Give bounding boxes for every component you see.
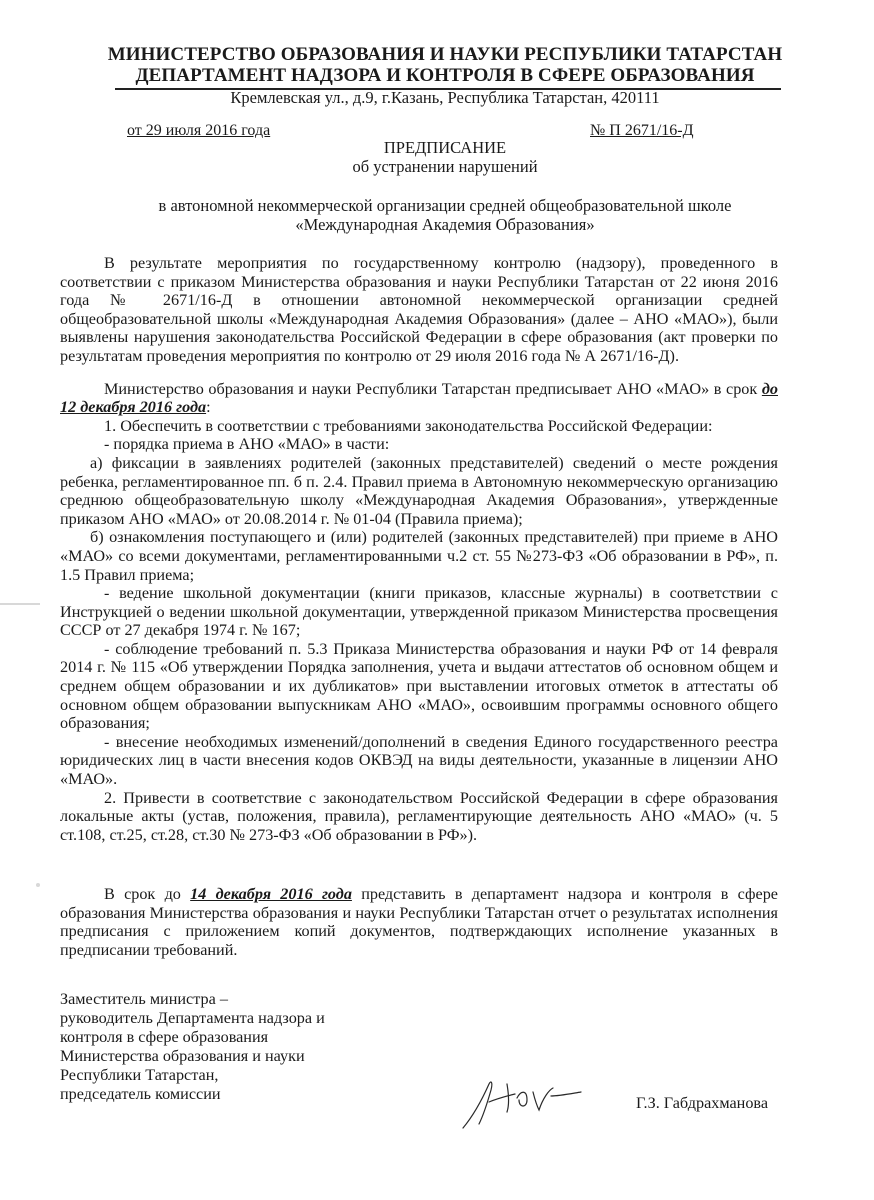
item-2: 2. Привести в соответствие с законодательством Российской Федерации в сфере образования локальные акты (устав, положения, правила), регламентирующие деятельность АНО «МАО» (ч. 5 ст.108, ст.25, ст.28, ст.30 № 273-ФЗ «Об образовании в РФ»). <box>60 788 778 844</box>
letterhead <box>100 44 790 86</box>
title-sub: об устранении нарушений <box>352 157 538 176</box>
signer-line: контроля в сфере образования <box>60 1028 269 1046</box>
address: Кремлевская ул., д.9, г.Казань, Республика Татарстан, 420111 <box>230 88 660 107</box>
prescription-colon: : <box>206 398 211 417</box>
item-1-registry: - внесение необходимых изменений/дополнений в сведения Единого государственного реестра юридических лиц в части внесения кодов ОКВЭД на виды деятельности, указанные в лицензии АНО «МАО». <box>60 732 778 789</box>
document-number: № П 2671/16-Д <box>590 122 694 139</box>
prescription-paragraph <box>60 380 778 417</box>
scan-artifact <box>0 603 40 605</box>
final-paragraph <box>60 885 778 959</box>
ministry-name: МИНИСТЕРСТВО ОБРАЗОВАНИЯ И НАУКИ РЕСПУБЛИКИ ТАТАРСТАН <box>107 44 783 65</box>
final-text-start: В срок до <box>104 885 191 903</box>
document-body <box>60 254 778 844</box>
item-1: 1. Обеспечить в соответствии с требованиями законодательства Российской Федерации: <box>104 416 713 435</box>
item-1-documentation: - ведение школьной документации (книги приказов, классные журналы) в соответствии с Инструкцией о ведении школьной документации, утвержденной приказом Министерства просвещения СССР от 27 декабря 1974 г. № 167; <box>60 584 778 640</box>
document-title <box>100 138 790 176</box>
handwritten-signature <box>455 1072 585 1132</box>
item-1-order: - соблюдение требований п. 5.3 Приказа Министерства образования и науки РФ от 14 февраля 2014 г. № 115 «Об утверждении Порядка заполнения, учета и выдачи аттестатов об основном общем и среднем общем образовании и их дубликатов» при выставлении итоговых отметок в аттестаты об основном общем образовании выпускникам АНО «МАО», освоившим программы основного общего образования; <box>60 639 778 733</box>
signer-line: Республики Татарстан, <box>60 1066 219 1084</box>
signer-name: Г.З. Габдрахманова <box>636 1094 769 1112</box>
signer-line: руководитель Департамента надзора и <box>60 1009 325 1027</box>
organization-line-2: «Международная Академия Образования» <box>295 215 595 234</box>
department-name: ДЕПАРТАМЕНТ НАДЗОРА И КОНТРОЛЯ В СФЕРЕ ОБРАЗОВАНИЯ <box>135 65 755 86</box>
item-1-a: а) фиксации в заявлениях родителей (законных представителей) сведений о месте рождения ребенка, регламентированное пп. б п. 2.4. Правил приема в Автономную некоммерческую организацию среднюю общеобразовательную школу «Международная Академия Образования», утвержденные приказом АНО «МАО» от 20.08.2014 г. № 01-04 (Правила приема); <box>60 453 778 528</box>
organization-name <box>100 196 790 234</box>
signer-line: Министерства образования и науки <box>60 1047 305 1065</box>
item-1-b: б) ознакомления поступающего и (или) родителей (законных представителей) при приеме в АНО «МАО» со всеми документами, регламентированными ч.2 ст. 55 №273-ФЗ «Об образовании в РФ», п. 1.5 Правил приема; <box>60 528 778 584</box>
final-paragraph-block <box>60 885 778 959</box>
signer-line: Заместитель министра – <box>60 990 228 1008</box>
item-1-admission: - порядка приема в АНО «МАО» в части: <box>104 435 390 454</box>
deadline-1: до 12 декабря 2016 года <box>60 379 778 417</box>
scan-artifact <box>36 883 40 887</box>
title-main: ПРЕДПИСАНИЕ <box>383 138 507 157</box>
signer-block <box>60 990 325 1104</box>
deadline-2: 14 декабря 2016 года <box>190 885 352 903</box>
signer-line: председатель комиссии <box>60 1085 221 1103</box>
final-text-end: представить в департамент надзора и контроля в сфере образования Министерства образования и науки Республики Татарстан отчет о результатах исполнения предписания с приложением копий документов, подтверждающих исполнение указанных в предписании требований. <box>60 885 778 959</box>
prescription-text: Министерство образования и науки Республики Татарстан предписывает АНО «МАО» в срок <box>104 379 762 398</box>
intro-paragraph: В результате мероприятия по государственному контролю (надзору), проведенного в соответствии с приказом Министерства образования и науки Республики Татарстан от 22 июня 2016 года № 2671/16-Д в отношении автономной некоммерческой организации средней общеобразовательной школы «Международная Академия Образования» (далее – АНО «МАО»), были выявлены нарушения законодательства Российской Федерации в сфере образования (акт проверки по результатам проведения мероприятия по контролю от 29 июля 2016 года № А 2671/16-Д). <box>60 254 778 365</box>
document-date: от 29 июля 2016 года <box>127 122 271 139</box>
organization-line-1: в автономной некоммерческой организации средней общеобразовательной школе <box>158 196 732 215</box>
